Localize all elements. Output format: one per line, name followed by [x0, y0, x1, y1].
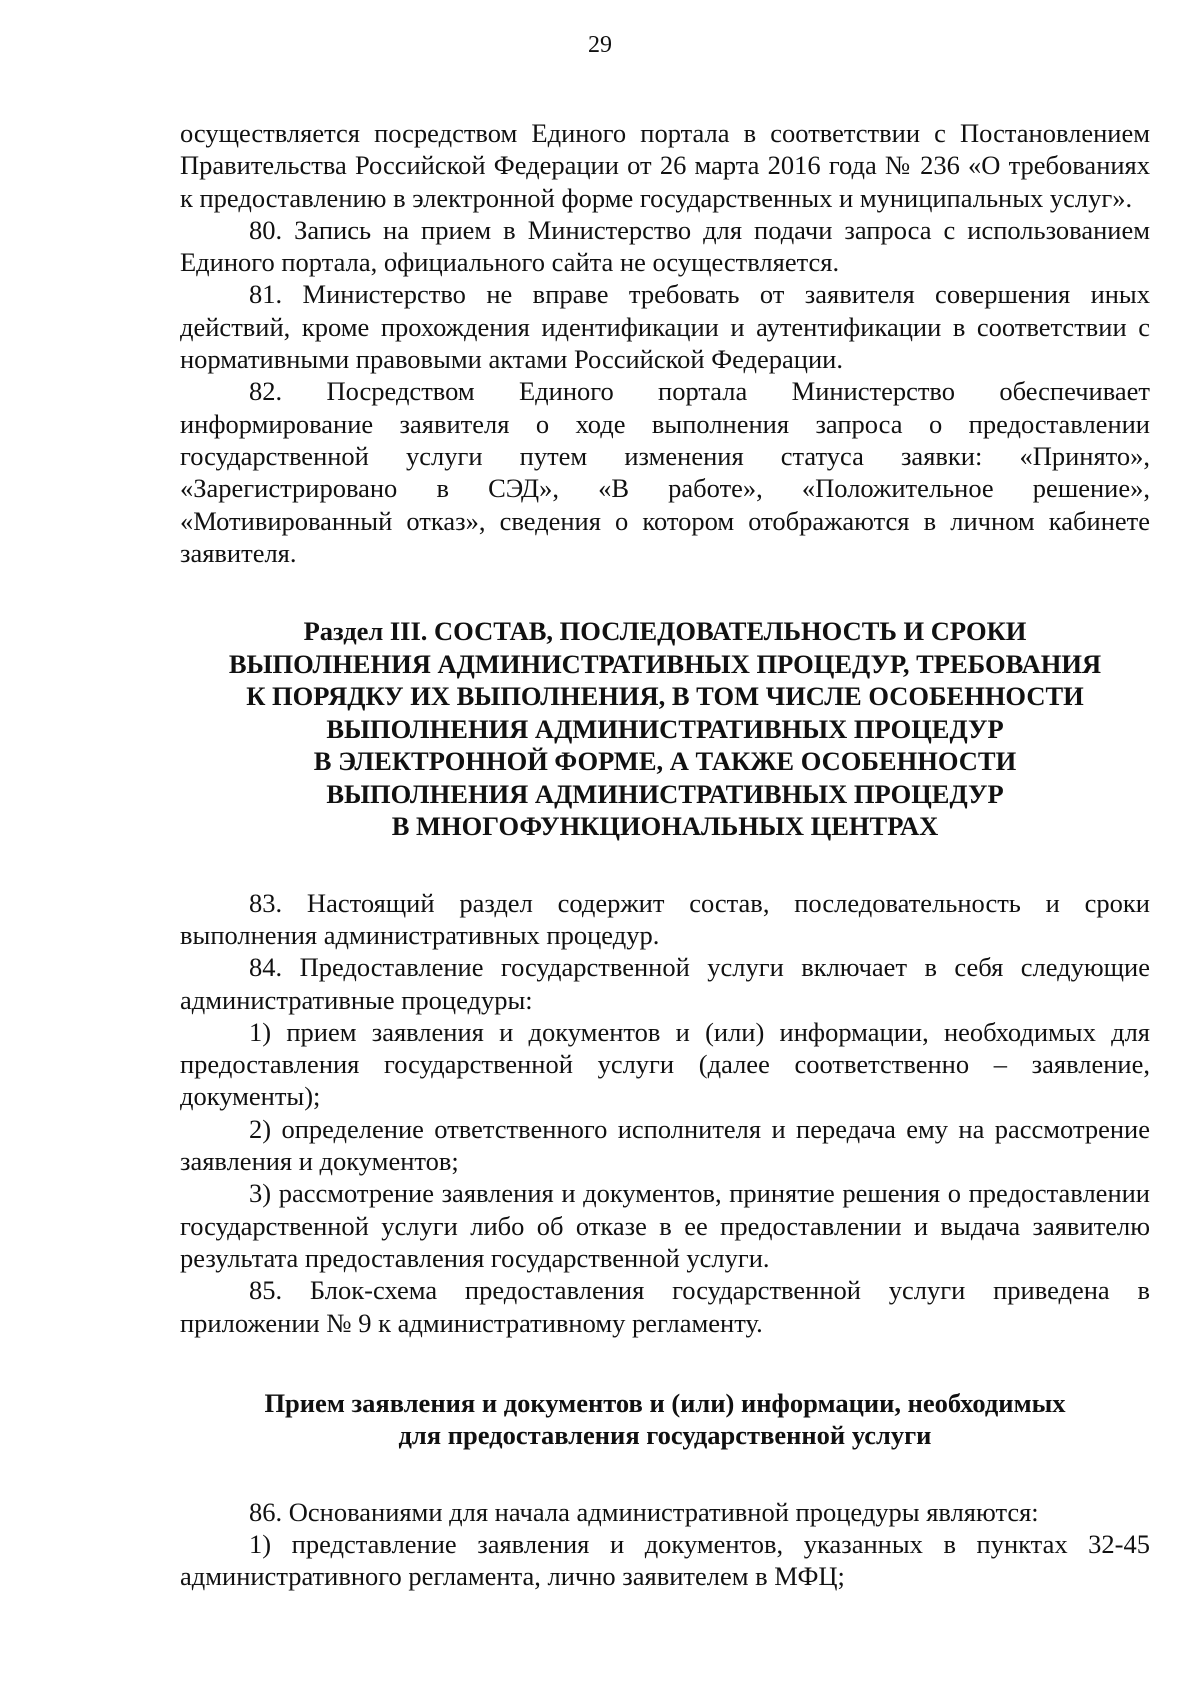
list-item-86-1: 1) представление заявления и документов, указанных в пунктах 32-45 административного регламента, лично заявителем в МФЦ;: [180, 1529, 1150, 1592]
section-title-line: Раздел III. СОСТАВ, ПОСЛЕДОВАТЕЛЬНОСТЬ И СРОКИ: [303, 616, 1027, 647]
paragraph-83: 83. Настоящий раздел содержит состав, последовательность и сроки выполнения административных процедур.: [180, 887, 1150, 950]
section-title-line: ВЫПОЛНЕНИЯ АДМИНИСТРАТИВНЫХ ПРОЦЕДУР, ТРЕБОВАНИЯ: [228, 648, 1102, 679]
section-title-line: В МНОГОФУНКЦИОНАЛЬНЫХ ЦЕНТРАХ: [391, 811, 939, 842]
subsection-title-line: Прием заявления и документов и (или) информации, необходимых: [264, 1387, 1066, 1418]
paragraph-81: 81. Министерство не вправе требовать от заявителя совершения иных действий, кроме прохождения идентификации и аутентификации в соответствии с нормативными правовыми актами Российской Федерации.: [180, 279, 1150, 375]
paragraph-86: 86. Основаниями для начала административной процедуры являются:: [249, 1496, 1039, 1527]
section-title-line: К ПОРЯДКУ ИХ ВЫПОЛНЕНИЯ, В ТОМ ЧИСЛЕ ОСОБЕННОСТИ: [246, 681, 1084, 712]
section-title-line: В ЭЛЕКТРОННОЙ ФОРМЕ, А ТАКЖЕ ОСОБЕННОСТИ: [313, 746, 1017, 777]
paragraph-80: 80. Запись на прием в Министерство для подачи запроса с использованием Единого портала, официального сайта не осуществляется.: [180, 214, 1150, 278]
paragraph-82: 82. Посредством Единого портала Министерство обеспечивает информирование заявителя о ходе выполнения запроса о предоставлении государственной услуги путем изменения статуса заявки: «Принято», «Зарегистрировано в СЭД», «В работе», «Положительное решение», «Мотивированный отказ», сведения о котором отображаются в личном кабинете заявителя.: [180, 376, 1150, 568]
subsection-title: [180, 1387, 1150, 1452]
page-number: 29: [588, 32, 612, 58]
paragraph-85: 85. Блок-схема предоставления государственной услуги приведена в приложении № 9 к административному регламенту.: [180, 1275, 1150, 1338]
subsection-title-line: для предоставления государственной услуги: [398, 1420, 932, 1451]
paragraph-continuation: осуществляется посредством Единого портала в соответствии с Постановлением Правительства Российской Федерации от 26 марта 2016 года № 236 «О требованиях к предоставлению в электронной форме государственных и муниципальных услуг».: [180, 118, 1150, 213]
list-item-2: 2) определение ответственного исполнителя и передача ему на рассмотрение заявления и документов;: [180, 1113, 1150, 1177]
section-3-title: [180, 615, 1150, 843]
section-title-line: ВЫПОЛНЕНИЯ АДМИНИСТРАТИВНЫХ ПРОЦЕДУР: [326, 713, 1004, 744]
list-item-1: 1) прием заявления и документов и (или) информации, необходимых для предоставления государственной услуги (далее соответственно – заявление, документы);: [180, 1016, 1150, 1112]
paragraph-84: 84. Предоставление государственной услуги включает в себя следующие административные процедуры:: [180, 952, 1150, 1015]
list-item-3: 3) рассмотрение заявления и документов, принятие решения о предоставлении государственной услуги либо об отказе в ее предоставлении и выдача заявителю результата предоставления государственной услуги.: [180, 1178, 1150, 1273]
page-body: [180, 117, 1150, 1593]
section-title-line: ВЫПОЛНЕНИЯ АДМИНИСТРАТИВНЫХ ПРОЦЕДУР: [326, 778, 1004, 809]
